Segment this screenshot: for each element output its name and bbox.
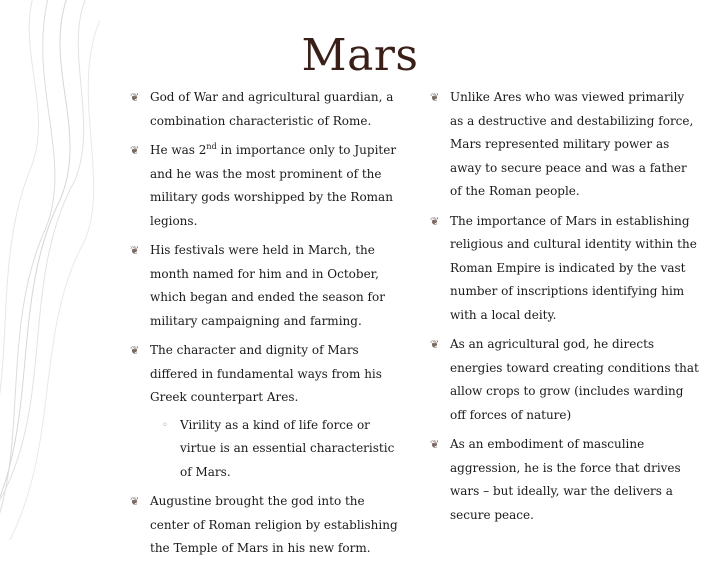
bullet-text: His festivals were held in March, the month named for him and in October, which began and ended the season for military campaigning and farming.: [150, 243, 385, 328]
bullet-text: God of War and agricultural guardian, a combination characteristic of Rome.: [150, 90, 394, 128]
leaf-bullet-icon: ❦: [130, 144, 140, 157]
list-item: [430, 86, 700, 204]
bullet-text: The character and dignity of Mars differed in fundamental ways from his Greek counterpart Ares.: [150, 343, 382, 404]
right-column: [430, 86, 700, 533]
bullet-text-start: He was 2: [150, 143, 207, 157]
bullet-text: Augustine brought the god into the center of Roman religion by establishing the Temple of Mars in his new form.: [150, 494, 398, 555]
list-item: [130, 490, 398, 561]
list-item: [130, 86, 398, 133]
bullet-text: Unlike Ares who was viewed primarily as a destructive and destabilizing force, Mars represented military power as away to secure peace and was a father of the Roman people.: [450, 90, 694, 198]
bullet-text-end: in importance only to Jupiter and he was the most prominent of the military gods worshipped by the Roman legions.: [150, 143, 397, 228]
slide-title: Mars: [301, 30, 419, 81]
sub-bullet-text: Virility as a kind of life force or virtue is an essential characteristic of Mars.: [180, 417, 395, 479]
leaf-bullet-icon: ❦: [430, 338, 440, 351]
leaf-bullet-icon: ❦: [130, 495, 140, 508]
list-item: [430, 210, 700, 328]
leaf-bullet-icon: ❦: [130, 91, 140, 104]
right-bullet-list: [430, 86, 700, 527]
bullet-text: As an embodiment of masculine aggression, he is the force that drives wars – but ideally, war the delivers a secure peace.: [450, 437, 681, 522]
leaf-bullet-icon: ❦: [130, 244, 140, 257]
leaf-bullet-icon: ❦: [130, 344, 140, 357]
leaf-bullet-icon: ❦: [430, 438, 440, 451]
list-item: [130, 139, 398, 233]
circle-bullet-icon: ◦: [162, 419, 168, 431]
left-bullet-list: [130, 86, 398, 561]
ordinal-superscript: nd: [206, 142, 217, 151]
list-item: [430, 333, 700, 427]
sub-list-item: [150, 414, 398, 485]
decorative-swirl-border: [0, 0, 100, 540]
bullet-text: The importance of Mars in establishing religious and cultural identity within the Roman Empire is indicated by the vast number of inscriptions identifying him with a local deity.: [450, 213, 697, 322]
list-item: [430, 433, 700, 527]
leaf-bullet-icon: ❦: [430, 91, 440, 104]
bullet-text: As an agricultural god, he directs energies toward creating conditions that allow crops to grow (includes warding off forces of nature): [450, 337, 699, 422]
sub-bullet-list: [150, 414, 398, 485]
list-item: [130, 339, 398, 484]
leaf-bullet-icon: ❦: [430, 214, 440, 228]
list-item: [130, 239, 398, 333]
left-column: [130, 86, 398, 567]
